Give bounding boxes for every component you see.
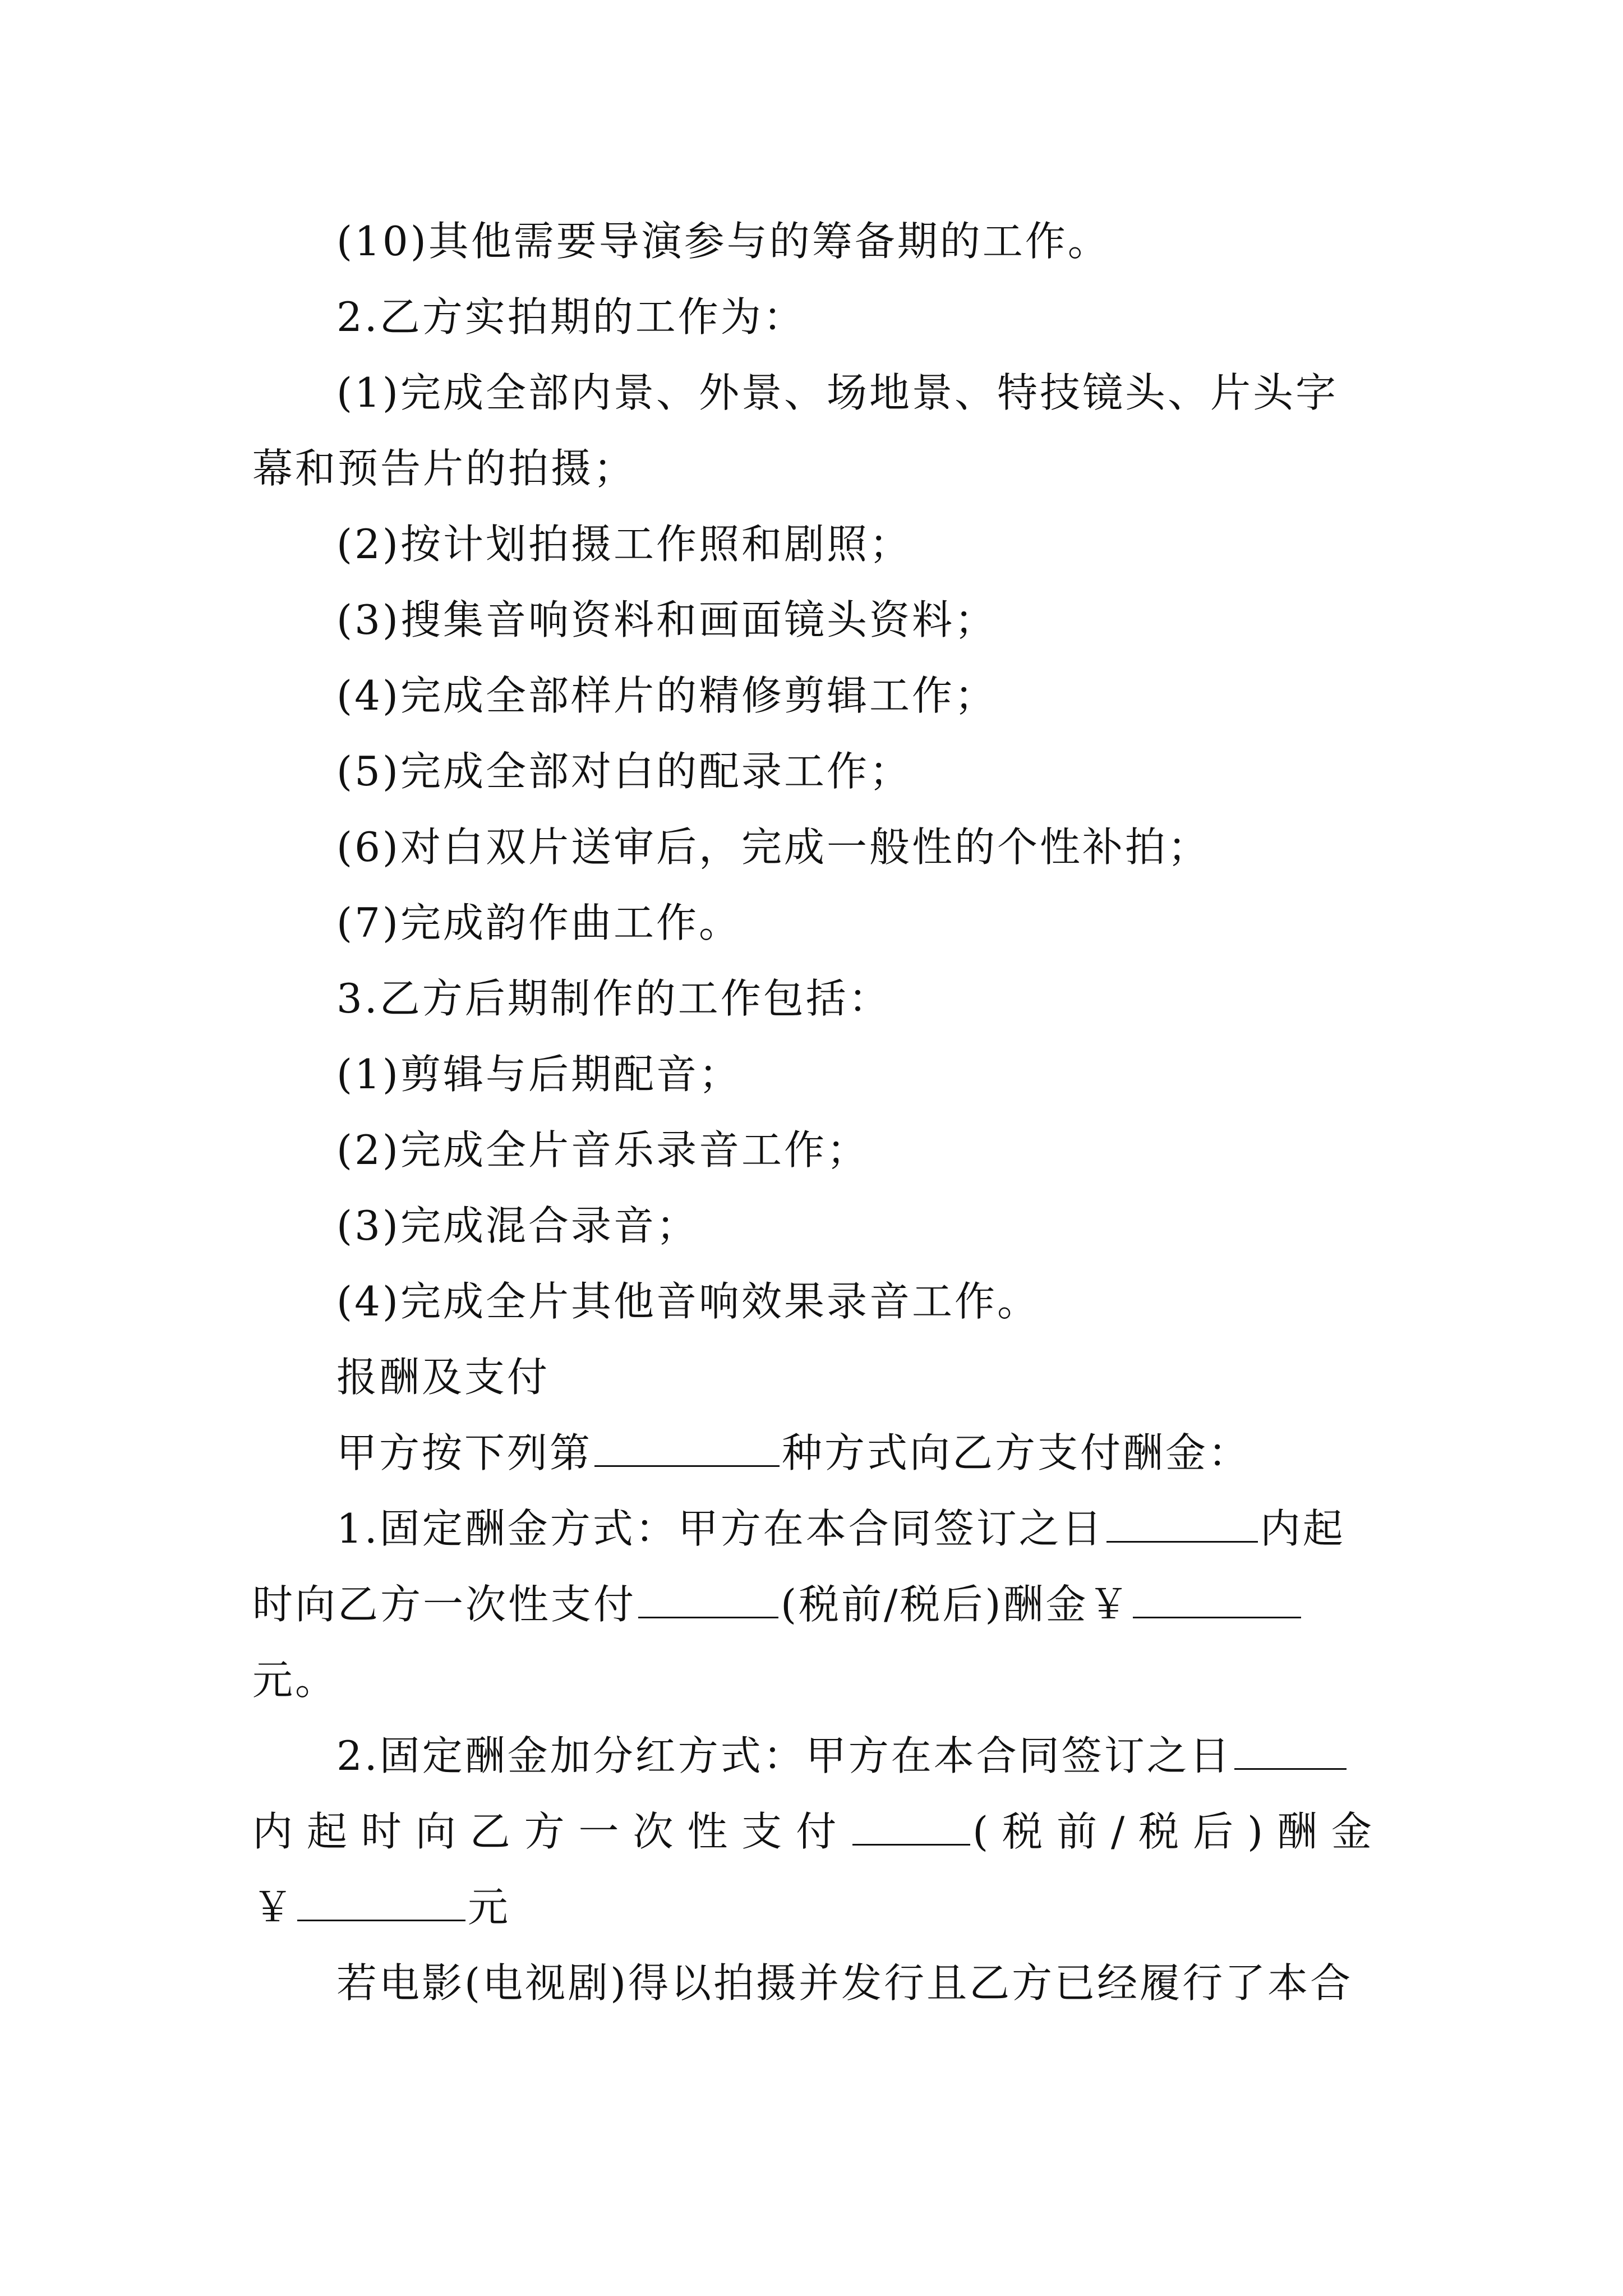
fill-in-blank (852, 1805, 970, 1846)
line-text: 内起时向乙方一次性支付 (252, 1808, 851, 1855)
paragraph-line: (6)对白双片送审后，完成一般性的个性补拍； (336, 823, 1210, 871)
paragraph-line: 若电影(电视剧)得以拍摄并发行且乙方已经履行了本合 (336, 1959, 1353, 2007)
paragraph-line (336, 1725, 1349, 1787)
paragraph-line: (4)完成全片其他音响效果录音工作。 (336, 1278, 1040, 1325)
line-text: 时向乙方一次性支付 (252, 1581, 637, 1628)
paragraph-line: 2.乙方实拍期的工作为： (336, 293, 806, 341)
paragraph-line (336, 1422, 1251, 1484)
line-text: 甲方按下列第 (336, 1429, 593, 1476)
paragraph-line: (4)完成全部样片的精修剪辑工作； (336, 672, 997, 719)
paragraph-line: 幕和预告片的拍摄； (252, 445, 637, 492)
line-text: 内起 (1260, 1505, 1345, 1552)
paragraph-line: 元。 (252, 1657, 338, 1704)
paragraph-line (252, 1801, 1374, 1862)
fill-in-blank (1234, 1729, 1347, 1770)
line-text: (税前/税后)酬金￥ (781, 1581, 1131, 1628)
line-text: ￥ (252, 1884, 296, 1931)
paragraph-line: (2)完成全片音乐录音工作； (336, 1126, 869, 1174)
paragraph-line: (1)完成全部内景、外景、场地景、特技镜头、片头字 (336, 369, 1338, 416)
paragraph-line: (3)搜集音响资料和画面镜头资料； (336, 596, 997, 643)
paragraph-line: (7)完成韵作曲工作。 (336, 899, 741, 946)
paragraph-line (336, 1498, 1345, 1559)
line-text: 元 (468, 1884, 511, 1931)
fill-in-blank (297, 1880, 465, 1921)
paragraph-line: (2)按计划拍摄工作照和剧照； (336, 521, 912, 568)
paragraph-line: (1)剪辑与后期配音； (336, 1051, 741, 1098)
fill-in-blank (1133, 1577, 1301, 1618)
line-text: 1.固定酬金方式：甲方在本合同签订之日 (336, 1505, 1104, 1552)
paragraph-line (252, 1573, 1303, 1635)
line-text: 2.固定酬金加分红方式：甲方在本合同签订之日 (336, 1732, 1232, 1779)
section-heading: 报酬及支付 (336, 1354, 550, 1401)
paragraph-line: (5)完成全部对白的配录工作； (336, 748, 912, 795)
line-text: (税前/税后)酬金 (972, 1808, 1374, 1855)
fill-in-blank (638, 1577, 778, 1618)
paragraph-line: (10)其他需要导演参与的筹备期的工作。 (336, 218, 1110, 265)
fill-in-blank (594, 1426, 780, 1467)
fill-in-blank (1106, 1502, 1258, 1543)
line-text: 种方式向乙方支付酬金： (782, 1429, 1251, 1476)
paragraph-line: 3.乙方后期制作的工作包括： (336, 975, 891, 1022)
paragraph-line (252, 1876, 510, 1938)
paragraph-line: (3)完成混合录音； (336, 1202, 699, 1249)
